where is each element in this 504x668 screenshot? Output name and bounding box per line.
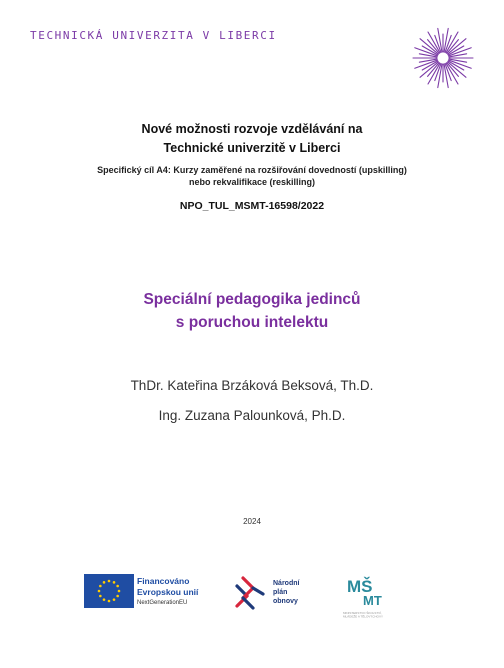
university-logo [411, 26, 475, 90]
eu-star [98, 590, 101, 593]
eu-star [108, 580, 111, 583]
svg-text:MŠ: MŠ [347, 577, 373, 596]
project-code: NPO_TUL_MSMT-16598/2022 [179, 200, 325, 212]
title-line-1: Nové možnosti rozvoje vzdělávání na [141, 122, 363, 136]
specific-goal [0, 164, 504, 188]
eu-star [116, 595, 119, 598]
eu-star [99, 595, 102, 598]
msmt-logo-icon [341, 570, 401, 618]
title-line-2: Technické univerzitě v Liberci [163, 141, 341, 155]
eu-flag-icon [84, 574, 134, 608]
npo-line-1: Národní [273, 580, 300, 587]
author-2: Ing. Zuzana Palounková, Ph.D. [158, 408, 346, 423]
npo-text [273, 579, 299, 606]
university-name: TECHNICKÁ UNIVERZITA V LIBERCI [30, 29, 277, 42]
document-title [0, 120, 504, 158]
course-subject [0, 288, 504, 334]
svg-text:MINISTERSTVO ŠKOLSTVÍ,: MINISTERSTVO ŠKOLSTVÍ, [343, 611, 382, 615]
eu-star [108, 600, 111, 603]
subject-line-2: s poruchou intelektu [175, 314, 329, 331]
author-1: ThDr. Kateřina Brzáková Beksová, Th.D. [130, 378, 374, 393]
goal-line-1: Specifický cíl A4: Kurzy zaměřené na rozšiřování dovedností (upskilling) [97, 165, 407, 175]
eu-star [113, 581, 116, 584]
npo-line-3: obnovy [273, 598, 298, 605]
eu-star [113, 598, 116, 601]
eu-star [99, 585, 102, 588]
eu-line-3: NextGenerationEU [137, 600, 188, 606]
publication-year: 2024 [243, 517, 261, 526]
eu-star [116, 585, 119, 588]
eu-line-1: Financováno [137, 576, 190, 586]
eu-line-2: Evropskou unií [137, 587, 199, 597]
svg-text:MT: MT [363, 593, 382, 608]
eu-star [118, 590, 121, 593]
eu-star [103, 598, 106, 601]
eu-funding-text [137, 576, 198, 609]
subject-line-1: Speciální pedagogika jedinců [143, 291, 361, 308]
eu-star [103, 581, 106, 584]
svg-text:MLÁDEŽE A TĚLOVÝCHOVY: MLÁDEŽE A TĚLOVÝCHOVY [343, 614, 383, 618]
goal-line-2: nebo rekvalifikace (reskilling) [188, 177, 316, 187]
npo-logo-icon [231, 572, 271, 616]
npo-line-2: plán [273, 589, 288, 596]
